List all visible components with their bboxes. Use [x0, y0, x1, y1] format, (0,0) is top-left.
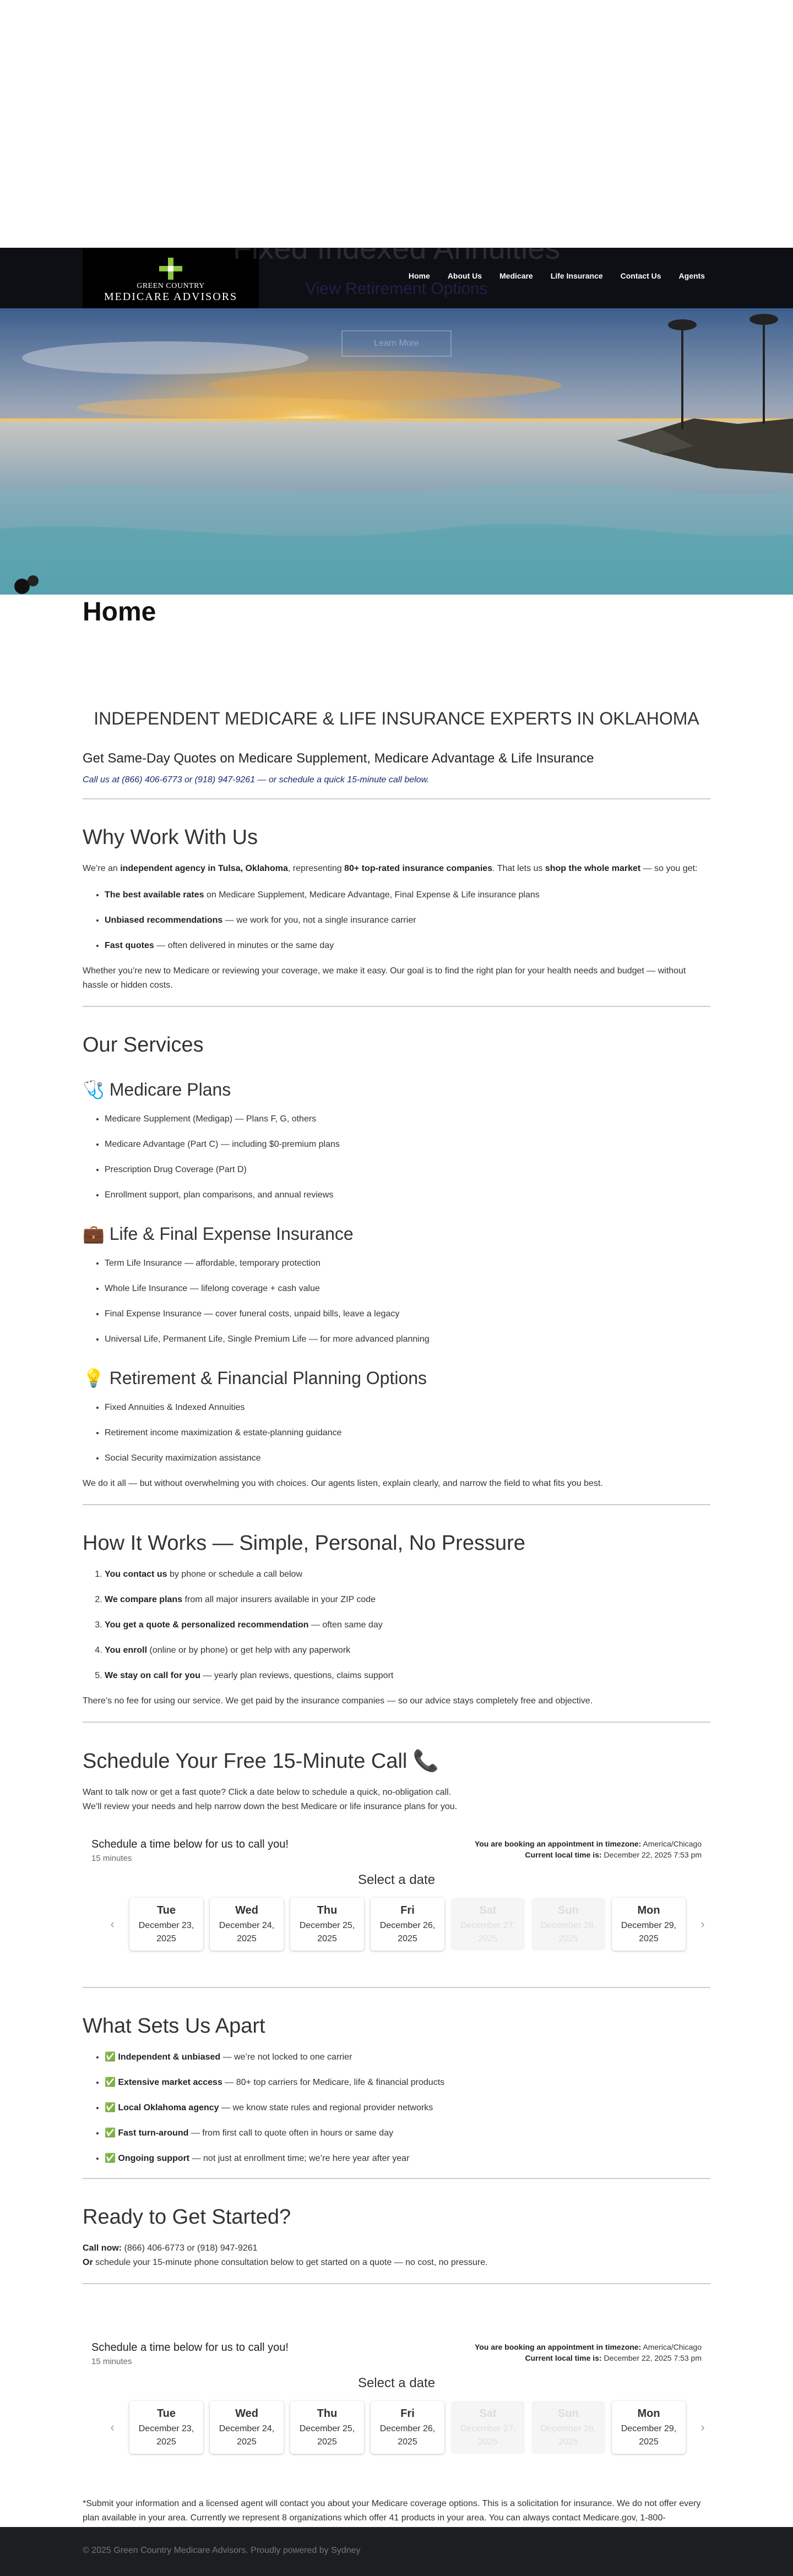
medicare-plans-heading: 🩺 Medicare Plans — [83, 1080, 231, 1099]
medicare-list — [105, 1113, 710, 1201]
logo-line-1: GREEN COUNTRY — [137, 282, 205, 290]
list-item: • Final Expense Insurance — cover funeral costs, unpaid bills, leave a legacy — [105, 1308, 710, 1320]
date-value: December 29, 2025 — [621, 1921, 677, 1943]
list-item: • Retirement income maximization & estate-planning guidance — [105, 1427, 710, 1439]
date-day-name: Thu — [317, 1904, 338, 1916]
quotes-heading: Get Same-Day Quotes on Medicare Supplement, Medicare Advantage & Life Insurance — [83, 751, 594, 766]
date-card-tue[interactable] — [129, 1898, 203, 1951]
hero-overlay-link[interactable]: View Retirement Options — [305, 280, 488, 298]
nav-about-us[interactable]: About Us — [447, 271, 482, 280]
list-item: • ✅ Extensive market access — 80+ top carriers for Medicare, life & financial products — [105, 2077, 710, 2089]
why-intro: We’re an independent agency in Tulsa, Oklahoma, representing 80+ top-rated insurance companies. That lets us shop the whole market — so you get: — [83, 864, 698, 873]
nav-agents[interactable]: Agents — [678, 271, 705, 280]
list-item: • ✅ Ongoing support — not just at enrollment time; we’re here year after year — [105, 2153, 710, 2165]
apart-heading: What Sets Us Apart — [83, 2014, 265, 2038]
date-day-name: Tue — [156, 2408, 176, 2420]
date-day-name: Sat — [479, 2408, 497, 2420]
nav-contact-us[interactable]: Contact Us — [620, 271, 661, 280]
apart-list — [105, 2051, 710, 2165]
step-item: 1. You contact us by phone or schedule a call below — [105, 1569, 710, 1581]
lightbulb-icon: 💡 — [83, 1368, 105, 1388]
date-card-mon[interactable] — [612, 2401, 686, 2454]
check-icon: ✅ — [105, 2103, 116, 2112]
ready-text: Call now: (866) 406-6773 or (918) 947-9261 Or schedule your 15-minute phone consultation below to get started on a quote — no cost, no pressure. — [83, 2243, 488, 2267]
date-day-name: Wed — [235, 1904, 258, 1916]
date-value: December 24, 2025 — [219, 2424, 275, 2447]
divider — [83, 1504, 710, 1505]
date-value: December 27, 2025 — [460, 2424, 516, 2447]
nav-home[interactable]: Home — [408, 271, 430, 280]
hero-overlay-title: Fixed Indexed Annuities — [232, 231, 561, 265]
date-picker — [102, 1898, 713, 1951]
select-date-label: Select a date — [357, 1872, 436, 1887]
booking-widget — [83, 1836, 710, 1974]
step-item: 3. You get a quote & personalized recommendation — often same day — [105, 1619, 710, 1631]
next-arrow-icon[interactable]: › — [700, 1917, 705, 1931]
footer-text: © 2025 Green Country Medicare Advisors. Proudly powered by Sydney — [83, 2546, 361, 2555]
list-item: • Enrollment support, plan comparisons, and annual reviews — [105, 1189, 710, 1201]
check-icon: ✅ — [105, 2078, 116, 2087]
call-line: Call us at (866) 406-6773 or (918) 947-9261 — or schedule a quick 15-minute call below. — [83, 775, 430, 785]
date-card-thu[interactable] — [290, 2401, 364, 2454]
date-value: December 27, 2025 — [460, 1921, 516, 1943]
date-day-name: Mon — [637, 2408, 660, 2420]
date-value: December 23, 2025 — [138, 2424, 194, 2447]
date-card-sun — [531, 2401, 605, 2454]
retirement-heading: 💡 Retirement & Financial Planning Options — [83, 1368, 427, 1388]
briefcase-icon: 💼 — [83, 1224, 105, 1244]
list-item: • Medicare Advantage (Part C) — including $0-premium plans — [105, 1139, 710, 1151]
list-item: • Term Life Insurance — affordable, temporary protection — [105, 1257, 710, 1270]
date-value: December 26, 2025 — [379, 1921, 436, 1943]
main-content — [83, 595, 710, 2540]
how-steps — [105, 1569, 710, 1682]
date-value: December 24, 2025 — [219, 1921, 275, 1943]
date-day-name: Sun — [558, 1904, 579, 1916]
page-title: Home — [83, 597, 156, 627]
list-item: • Fast quotes — often delivered in minutes or the same day — [105, 940, 710, 952]
prev-arrow-icon[interactable]: ‹ — [110, 2420, 115, 2434]
services-heading: Our Services — [83, 1033, 204, 1056]
disclaimer: *Submit your information and a licensed agent will contact you about your Medicare coverage options. This is a solicitation for insurance. We do not offer every plan available in your area. Currently we represent 8 organizations which offer 41 products in your area. You can always contact Medicare.gov, 1-800- — [83, 2499, 701, 2523]
divider — [83, 1987, 710, 1988]
life-list — [105, 1257, 710, 1346]
step-item: 2. We compare plans from all major insurers available in your ZIP code — [105, 1594, 710, 1606]
date-card-tue[interactable] — [129, 2401, 203, 2454]
date-value: December 26, 2025 — [379, 2424, 436, 2447]
list-item: • Whole Life Insurance — lifelong coverage + cash value — [105, 1283, 710, 1295]
date-card-sun — [531, 1898, 605, 1951]
ready-heading: Ready to Get Started? — [83, 2205, 291, 2229]
list-item: • ✅ Local Oklahoma agency — we know state rules and regional provider networks — [105, 2102, 710, 2114]
widget-duration: 15 minutes — [91, 1854, 132, 1863]
date-value: December 23, 2025 — [138, 1921, 194, 1943]
list-item: • ✅ Fast turn-around — from first call to quote often in hours or same day — [105, 2127, 710, 2139]
widget-duration: 15 minutes — [91, 2357, 132, 2366]
date-card-wed[interactable] — [210, 2401, 284, 2454]
date-card-fri[interactable] — [371, 2401, 444, 2454]
date-card-sat — [451, 2401, 525, 2454]
booking-widget-2 — [83, 2339, 710, 2477]
top-spacer — [0, 0, 793, 248]
date-value: December 28, 2025 — [540, 2424, 596, 2447]
widget-timezone: You are booking an appointment in timezone: America/Chicago Current local time is: December 22, 2025 7:53 pm — [474, 1839, 702, 1859]
check-icon: ✅ — [105, 2154, 116, 2163]
date-day-name: Tue — [156, 1904, 176, 1916]
divider — [83, 798, 710, 799]
date-value: December 25, 2025 — [299, 1921, 355, 1943]
date-day-name: Fri — [400, 2408, 415, 2420]
date-picker — [102, 2401, 713, 2454]
date-day-name: Sun — [558, 2408, 579, 2420]
nav-medicare[interactable]: Medicare — [499, 271, 533, 280]
widget-timezone: You are booking an appointment in timezone: America/Chicago Current local time is: December 22, 2025 7:53 pm — [474, 2343, 702, 2362]
date-card-thu[interactable] — [290, 1898, 364, 1951]
date-day-name: Fri — [400, 1904, 415, 1916]
next-arrow-icon[interactable]: › — [700, 2420, 705, 2434]
hero-overlay-button[interactable]: Learn More — [341, 330, 452, 357]
how-heading: How It Works — Simple, Personal, No Pressure — [83, 1532, 525, 1555]
check-icon: ✅ — [105, 2128, 116, 2138]
date-day-name: Mon — [637, 1904, 660, 1916]
list-item: • Medicare Supplement (Medigap) — Plans F, G, others — [105, 1113, 710, 1125]
date-value: December 25, 2025 — [299, 2424, 355, 2447]
list-item: • Universal Life, Permanent Life, Single Premium Life — for more advanced planning — [105, 1333, 710, 1346]
list-item: • Prescription Drug Coverage (Part D) — [105, 1164, 710, 1176]
how-outro: There’s no fee for using our service. We get paid by the insurance companies — so our advice stays completely free and objective. — [83, 1696, 593, 1706]
list-item: • ✅ Independent & unbiased — we’re not locked to one carrier — [105, 2051, 710, 2063]
widget-title: Schedule a time below for us to call you! — [91, 1838, 289, 1850]
date-day-name: Thu — [317, 2408, 338, 2420]
date-card-mon[interactable] — [612, 1898, 686, 1951]
services-outro: We do it all — but without overwhelming you with choices. Our agents listen, explain clearly, and narrow the field to what fits you best. — [83, 1479, 603, 1488]
date-day-name: Wed — [235, 2408, 258, 2420]
date-value: December 29, 2025 — [621, 2424, 677, 2447]
why-heading: Why Work With Us — [83, 826, 258, 849]
schedule-heading: Schedule Your Free 15-Minute Call 📞 — [83, 1750, 439, 1773]
date-card-fri[interactable] — [371, 1898, 444, 1951]
schedule-text: Want to talk now or get a fast quote? Click a date below to schedule a quick, no-obligation call. We’ll review your needs and help narrow down the best Medicare or life insurance plans for you. — [83, 1788, 458, 1811]
date-card-sat — [451, 1898, 525, 1951]
main-nav — [409, 271, 705, 280]
list-item: • The best available rates on Medicare Supplement, Medicare Advantage, Final Expense & Life insurance plans — [105, 889, 710, 901]
site-footer — [0, 2527, 793, 2576]
divider — [83, 2283, 710, 2284]
stethoscope-icon: 🩺 — [83, 1080, 105, 1099]
date-day-name: Sat — [479, 1904, 497, 1916]
life-insurance-heading: 💼 Life & Final Expense Insurance — [83, 1224, 354, 1244]
step-item: 5. We stay on call for you — yearly plan reviews, questions, claims support — [105, 1670, 710, 1682]
divider — [83, 2178, 710, 2179]
logo-line-2: MEDICARE ADVISORS — [104, 291, 238, 303]
retirement-list — [105, 1402, 710, 1464]
widget-title: Schedule a time below for us to call you! — [91, 2341, 289, 2354]
tagline: INDEPENDENT MEDICARE & LIFE INSURANCE EXPERTS IN OKLAHOMA — [94, 709, 699, 728]
nav-life-insurance[interactable]: Life Insurance — [550, 271, 603, 280]
prev-arrow-icon[interactable]: ‹ — [110, 1917, 115, 1931]
check-icon: ✅ — [105, 2052, 116, 2062]
list-item: • Fixed Annuities & Indexed Annuities — [105, 1402, 710, 1414]
list-item: • Unbiased recommendations — we work for you, not a single insurance carrier — [105, 914, 710, 927]
divider — [83, 1722, 710, 1723]
list-item: • Social Security maximization assistance — [105, 1452, 710, 1464]
date-value: December 28, 2025 — [540, 1921, 596, 1943]
date-card-wed[interactable] — [210, 1898, 284, 1951]
why-outro: Whether you’re new to Medicare or reviewing your coverage, we make it easy. Our goal is to find the right plan for your health needs and budget — without hassle or hidden costs. — [83, 966, 686, 990]
divider — [83, 1006, 710, 1007]
select-date-label: Select a date — [357, 2376, 436, 2390]
step-item: 4. You enroll (online or by phone) or get help with any paperwork — [105, 1644, 710, 1657]
why-list — [105, 889, 710, 952]
